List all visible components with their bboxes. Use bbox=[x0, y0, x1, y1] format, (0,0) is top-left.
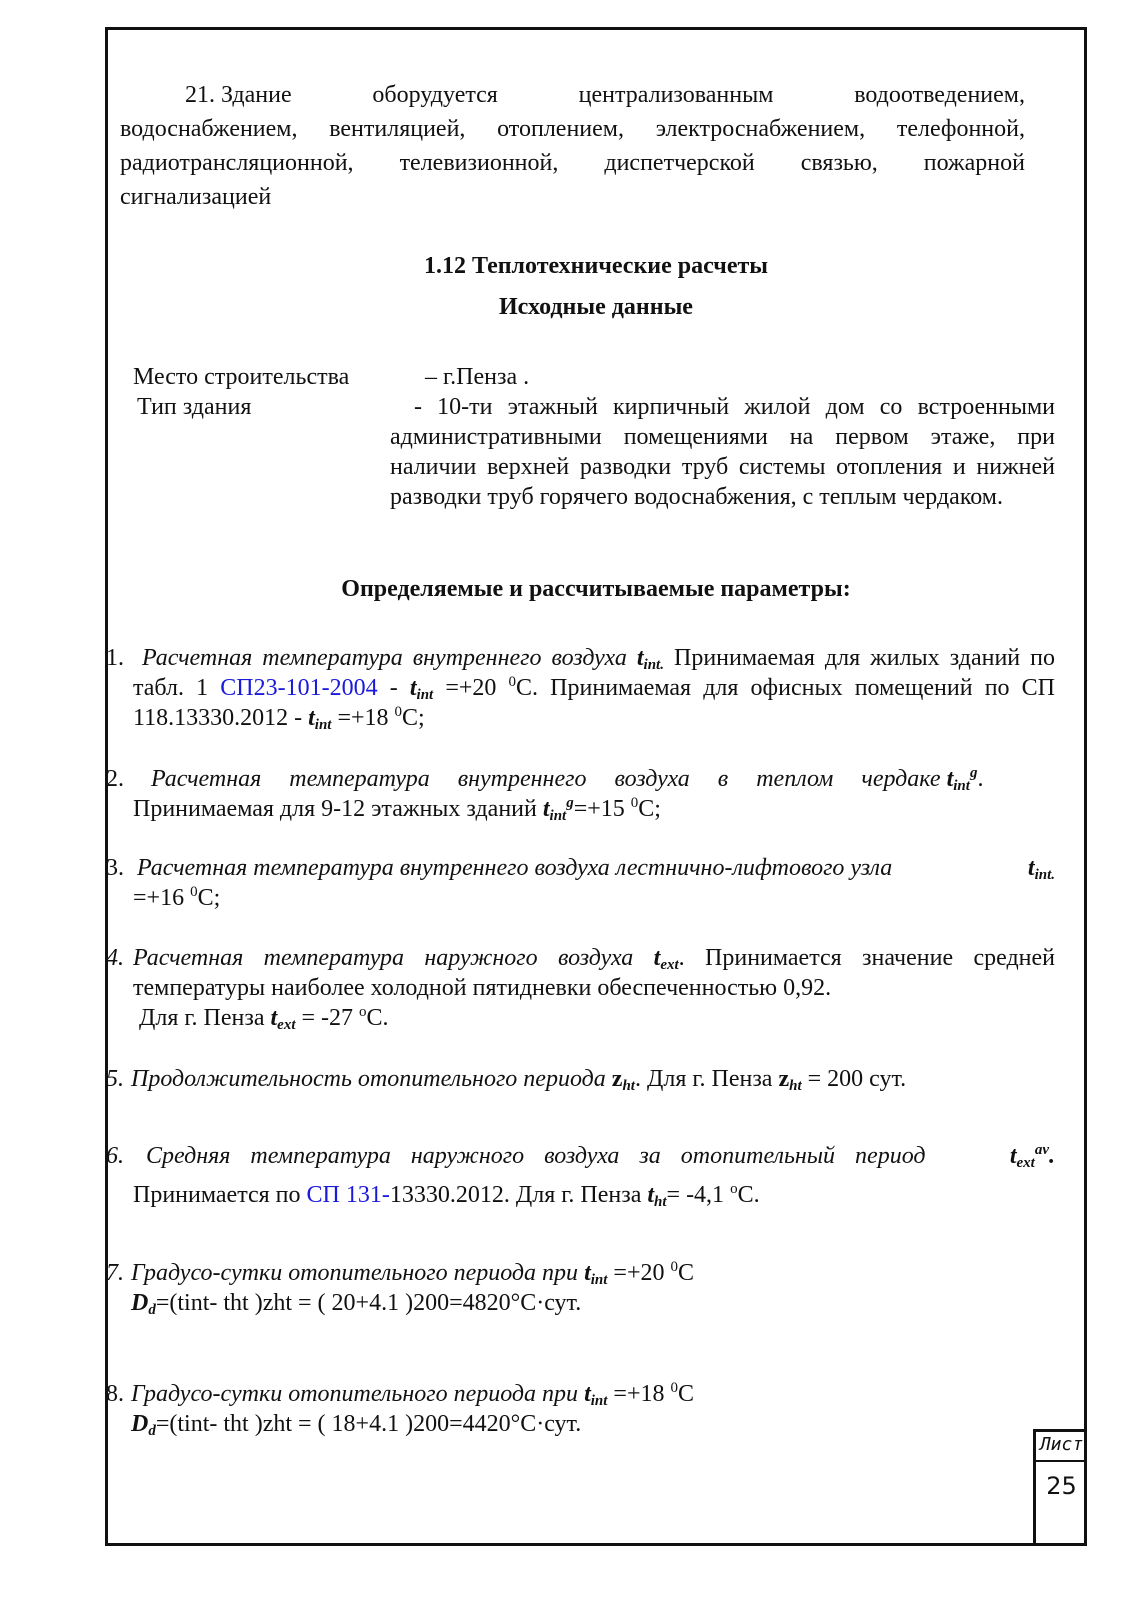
item-text: =+20 bbox=[607, 1260, 671, 1286]
symbol: $t_{int}$ bbox=[409, 675, 434, 703]
degree-mark: о bbox=[730, 1181, 738, 1197]
intro-word: вентиляцией, bbox=[329, 116, 466, 142]
intro-word: электроснабжением, bbox=[655, 116, 866, 142]
item-text: Для г. Пенза bbox=[139, 1005, 271, 1031]
degree-mark: о bbox=[359, 1004, 367, 1020]
formula: =(tint- tht )zht = ( 20+4.1 )200=4820°С·сут. bbox=[155, 1290, 582, 1316]
intro-word: 21. Здание bbox=[185, 82, 292, 108]
item-text: = -4,1 bbox=[666, 1182, 731, 1208]
intro-word: диспетчерской bbox=[604, 150, 755, 176]
intro-line-4: сигнализацией bbox=[120, 184, 272, 210]
item-number: 5. bbox=[106, 1066, 124, 1092]
item-text: С bbox=[678, 1260, 695, 1286]
item-title: Расчетная температура внутреннего воздуха bbox=[142, 645, 627, 671]
formula-symbol: $D_d$ bbox=[131, 1290, 156, 1318]
stamp-divider bbox=[1036, 1460, 1087, 1462]
sheet-stamp bbox=[1033, 1429, 1087, 1546]
intro-word: радиотрансляционной, bbox=[120, 150, 354, 176]
item-text: = -27 bbox=[295, 1005, 360, 1031]
item-text: Принимается по bbox=[133, 1182, 307, 1208]
intro-word: отоплением, bbox=[497, 116, 624, 142]
symbol: $t_{int}$ bbox=[308, 705, 332, 733]
symbol: $z_{ht}$ bbox=[611, 1066, 635, 1094]
degree-mark: 0 bbox=[394, 704, 403, 720]
item-title: Расчетная температура внутреннего воздуха в теплом чердаке bbox=[151, 766, 941, 792]
symbol: $t_{int}$ bbox=[584, 1381, 608, 1409]
norm-link[interactable]: СП23-101-2004 bbox=[220, 675, 378, 701]
item-title: Расчетная температура наружного воздуха bbox=[133, 945, 634, 971]
intro-word: связью, bbox=[800, 150, 878, 176]
item-text: = 200 сут. bbox=[801, 1066, 907, 1092]
item-text: С. bbox=[737, 1182, 760, 1208]
intro-word: оборудуется bbox=[372, 82, 498, 108]
symbol: $t_{int}$ bbox=[584, 1260, 608, 1288]
item-number: 7. bbox=[106, 1260, 124, 1286]
item-7 bbox=[131, 1258, 1053, 1318]
place-value: – г.Пенза . bbox=[425, 364, 530, 390]
symbol: $t_{ext}^{av}$. bbox=[1009, 1142, 1055, 1171]
intro-word: централизованным bbox=[578, 82, 774, 108]
page-number: 25 bbox=[1046, 1472, 1077, 1500]
item-title: Продолжительность отопительного периода bbox=[131, 1066, 606, 1092]
intro-word: телевизионной, bbox=[399, 150, 559, 176]
item-text: Принимаемая для жилых зданий по табл. 1 bbox=[133, 645, 1055, 701]
item-text: 13330.2012. Для г. Пенза bbox=[389, 1182, 648, 1208]
intro-word: водоснабжением, bbox=[120, 116, 298, 142]
item-5 bbox=[131, 1064, 1053, 1094]
symbol: $t_{ht}$ bbox=[647, 1182, 667, 1210]
intro-word: пожарной bbox=[923, 150, 1025, 176]
item-title: Градусо-сутки отопительного периода при bbox=[131, 1381, 579, 1407]
item-number: 4. bbox=[106, 945, 124, 971]
norm-link[interactable]: СП 131- bbox=[306, 1182, 390, 1208]
item-text: С bbox=[678, 1381, 695, 1407]
item-6-line-2 bbox=[133, 1180, 1055, 1210]
formula-symbol: $D_d$ bbox=[131, 1411, 156, 1439]
item-2: Расчетная температура внутреннего воздуха в теплом чердаке $t_{int}^g$. Принимаемая для 9-12 этажных зданий $t_{int}^g=+15$ $^0$С; bbox=[133, 765, 984, 824]
intro-line-1 bbox=[185, 78, 1025, 112]
building-type-value: - 10-ти этажный кирпичный жилой дом со встроенными административными помещениями на первом этаже, при наличии верхней разводки труб системы отопления и нижней разводки труб горячего водоснабжения, с теплым чердаком. bbox=[390, 394, 1055, 510]
item-number: 3. bbox=[106, 855, 124, 881]
intro-word: водоотведением, bbox=[854, 82, 1025, 108]
item-6 bbox=[133, 1141, 1055, 1171]
building-type-label: Тип здания bbox=[137, 394, 252, 420]
symbol: $t_{ext}$ bbox=[270, 1005, 296, 1033]
intro-line-3 bbox=[120, 146, 1025, 180]
degree-mark: 0 bbox=[508, 674, 517, 690]
symbol: $t_{int.}$ bbox=[636, 645, 664, 673]
item-title: Градусо-сутки отопительного периода при bbox=[131, 1260, 579, 1286]
item-text: . Принимается значение средней температуры наиболее холодной пятидневки обеспеченностью 0,92. bbox=[133, 945, 1056, 1001]
item-text: Принимаемая для 9-12 этажных зданий bbox=[133, 796, 543, 822]
degree-mark: 0 bbox=[670, 1380, 678, 1396]
formula: =(tint- tht )zht = ( 18+4.1 )200=4420°С·сут. bbox=[155, 1411, 582, 1437]
symbol: $t_{int.}$ bbox=[1027, 855, 1055, 883]
item-text: =+18 bbox=[331, 705, 395, 731]
intro-word: телефонной, bbox=[896, 116, 1025, 142]
item-number: 6. bbox=[106, 1143, 124, 1169]
item-text: С; bbox=[402, 705, 425, 731]
item-text: С. bbox=[366, 1005, 389, 1031]
symbol: $z_{ht}$ bbox=[778, 1066, 802, 1094]
item-3 bbox=[133, 853, 1055, 913]
symbol: $t_{int}^g$ bbox=[542, 795, 574, 824]
intro-line-2 bbox=[120, 112, 1025, 146]
item-text: С; bbox=[197, 885, 221, 911]
sheet-label: Лист bbox=[1039, 1434, 1084, 1455]
item-text: . Для г. Пенза bbox=[634, 1066, 779, 1092]
item-text: С. Принимаемая для офисных помещений по СП 118.13330.2012 - bbox=[133, 675, 1056, 731]
item-4 bbox=[133, 943, 1055, 1033]
item-number: 2. bbox=[106, 766, 124, 792]
params-title: Определяемые и рассчитываемые параметры: bbox=[341, 576, 851, 602]
item-text: С; bbox=[638, 796, 661, 822]
item-text: =+18 bbox=[607, 1381, 671, 1407]
degree-mark: 0 bbox=[670, 1259, 678, 1275]
item-number: 8. bbox=[106, 1381, 124, 1407]
item-8 bbox=[131, 1379, 1053, 1439]
degree-mark: 0 bbox=[190, 884, 198, 900]
item-number: 1. bbox=[106, 645, 124, 671]
item-text: =+20 bbox=[433, 675, 509, 701]
item-text: - bbox=[377, 675, 410, 701]
degree-mark: 0 bbox=[630, 795, 639, 811]
item-text: =+16 bbox=[133, 885, 191, 911]
section-subtitle: Исходные данные bbox=[499, 294, 693, 320]
item-1 bbox=[133, 643, 1055, 733]
symbol: $t_{ext}$ bbox=[653, 945, 679, 973]
section-title: 1.12 Теплотехнические расчеты bbox=[423, 253, 768, 279]
item-text: =+15 bbox=[573, 796, 631, 822]
item-title: Средняя температура наружного воздуха за отопительный период bbox=[146, 1143, 926, 1169]
place-label: Место строительства bbox=[133, 364, 350, 390]
item-title: Расчетная температура внутреннего воздуха лестнично-лифтового узла bbox=[137, 855, 893, 881]
symbol: $t_{int}^g$ bbox=[946, 765, 978, 794]
